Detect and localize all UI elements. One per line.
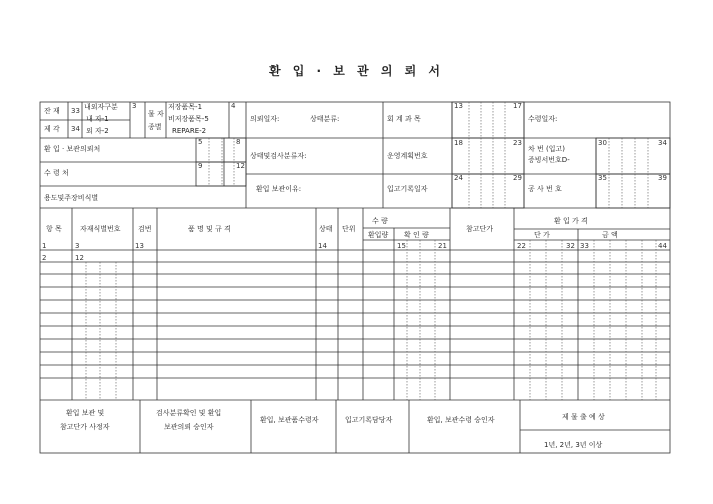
col-quantity: 수 량	[372, 217, 388, 225]
return-storage-office-label: 환 입 · 보관의뢰처	[44, 145, 101, 153]
field-number: 13	[454, 102, 463, 110]
col-ref-unit-price: 참고단가	[466, 225, 494, 233]
footer-inspect-confirm-2: 보관의뢰 승인자	[164, 423, 214, 431]
col-number: 22	[517, 242, 526, 250]
col-material-id: 자재식별번호	[80, 225, 121, 233]
non-storage-item-option: 비저장품목-5	[168, 115, 209, 123]
footer-return-ref-price: 환입 보관 및	[66, 409, 105, 417]
col-number: 13	[135, 242, 144, 250]
field-number: 17	[513, 102, 522, 110]
page-title: 환 입 · 보 관 의 뢰 서	[269, 64, 444, 78]
vehicle-no-label: 차 번 (입고)	[528, 145, 565, 153]
field-number: 8	[236, 138, 241, 146]
field-number: 18	[454, 139, 463, 147]
goods-kind-label: 물 자	[148, 110, 164, 118]
footer-years: 1년, 2년, 3년 이상	[544, 441, 603, 449]
request-date-label: 의뢰일자:	[250, 115, 280, 123]
repare-option: REPARE-2	[172, 127, 207, 135]
footer-return-receipt-approver: 환입, 보관수령 승인자	[427, 416, 495, 424]
col-item: 항 목	[46, 225, 62, 233]
domestic-foreign-label: 내외자구분	[84, 103, 118, 111]
field-number: 39	[658, 174, 667, 182]
field-number: 4	[231, 102, 236, 110]
field-number: 3	[132, 102, 137, 110]
footer-return-ref-price-2: 참고단가 사정자	[60, 423, 110, 431]
col-item-spec: 품 명 및 규 격	[188, 225, 231, 233]
field-number: 30	[598, 139, 607, 147]
col-number: 33	[580, 242, 589, 250]
field-number: 24	[454, 174, 463, 182]
status-class-label: 상태분류:	[310, 115, 340, 123]
stock-record-date-label: 입고기록일자	[387, 185, 428, 193]
status-inspection-classifier-label: 상태및검사분류자:	[250, 152, 307, 160]
col-number: 12	[75, 254, 84, 262]
field-number: 9	[198, 162, 203, 170]
receiver-label: 수 령 처	[44, 169, 69, 177]
goods-kind-label-2: 종별	[148, 123, 162, 131]
footer-inspect-confirm: 검사분류확인 및 환입	[156, 409, 222, 417]
foreign-option: 외 자-2	[86, 127, 109, 135]
col-amount: 금 액	[602, 231, 618, 239]
evidence-no-label: 증빙서번호D-	[528, 156, 570, 164]
work-no-label: 공 사 번 호	[528, 185, 562, 193]
storage-item-option: 저장품목-1	[168, 103, 203, 111]
field-number: 34	[658, 139, 667, 147]
receipt-date-label: 수령일자:	[528, 115, 558, 123]
operation-plan-no-label: 운영계획번호	[387, 152, 428, 160]
field-number: 33	[71, 107, 80, 115]
footer-return-item-receiver: 환입, 보관품수령자	[260, 416, 319, 424]
col-return-qty: 환입량	[368, 231, 389, 239]
field-number: 34	[71, 125, 80, 133]
col-number: 1	[42, 242, 47, 250]
purpose-main-device-label: 용도및주장비식별	[44, 194, 99, 202]
footer-disposal-schedule: 제 물 출 예 상	[562, 413, 605, 421]
field-number: 5	[198, 138, 203, 146]
col-number: 15	[397, 242, 406, 250]
field-number: 29	[513, 174, 522, 182]
col-number: 3	[75, 242, 80, 250]
jan-jae-label: 잔 재	[44, 107, 60, 115]
col-status: 상태	[319, 225, 333, 233]
col-unit: 단위	[342, 225, 356, 233]
col-number: 2	[42, 254, 47, 262]
footer-stock-record-officer: 입고기록담당자	[345, 416, 393, 424]
field-number: 12	[236, 162, 245, 170]
field-number: 23	[513, 139, 522, 147]
col-number: 44	[658, 242, 667, 250]
return-storage-reason-label: 환입 보관이유:	[256, 185, 302, 193]
je-gak-label: 제 각	[44, 125, 60, 133]
col-return-price: 환 입 가 격	[554, 217, 588, 225]
field-number: 35	[598, 174, 607, 182]
col-confirm-qty: 확 인 량	[404, 231, 429, 239]
col-check-no: 검번	[138, 225, 152, 233]
col-number: 32	[566, 242, 575, 250]
col-number: 14	[318, 242, 327, 250]
col-unit-price: 단 가	[534, 231, 550, 239]
domestic-option: 내 자-1	[86, 115, 109, 123]
accounting-subject-label: 회 계 과 목	[387, 115, 421, 123]
col-number: 21	[438, 242, 447, 250]
